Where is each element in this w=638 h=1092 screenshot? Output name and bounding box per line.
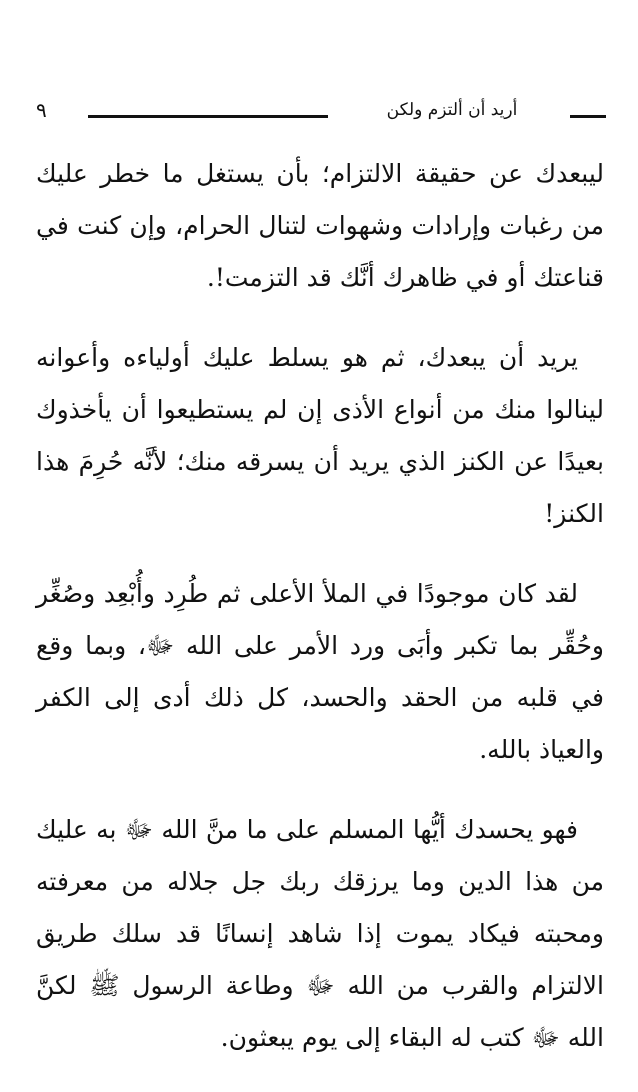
paragraph-3: لقد كان موجودًا في الملأ الأعلى ثم طُرِد وأُبْعِد وصُغِّر وحُقِّر بما تكبر وأبَى ورد الأمر على الله ﷻ، وبما وقع في قلبه من الحقد والحسد، كل ذلك أدى إلى الكفر والعياذ بالله. bbox=[36, 579, 604, 764]
paragraph-1: ليبعدك عن حقيقة الالتزام؛ بأن يستغل ما خطر عليك من رغبات وإرادات وشهوات لتنال الحرام، وإن كنت في قناعتك أو في ظاهرك أنَّك قد التزمت!. bbox=[36, 159, 604, 292]
page-number: ٩ bbox=[36, 98, 47, 122]
header-rule-left bbox=[88, 115, 328, 118]
page-header bbox=[30, 98, 608, 126]
running-title: أريد أن ألتزم ولكن bbox=[386, 100, 518, 120]
header-rule-right bbox=[570, 115, 606, 118]
paragraph-4: فهو يحسدك أيُّها المسلم على ما منَّ الله ﷻ به عليك من هذا الدين وما يرزقك ربك جل جلاله من معرفته ومحبته فيكاد يموت إذا شاهد إنسانًا قد سلك طريق الالتزام والقرب من الله ﷻ وطاعة الرسول ﷺ لكنَّ الله ﷻ كتب له البقاء إلى يوم يبعثون. bbox=[36, 815, 604, 1052]
paragraph-2: يريد أن يبعدك، ثم هو يسلط عليك أولياءه وأعوانه لينالوا منك من أنواع الأذى إن لم يستطيعوا أن يأخذوك بعيدًا عن الكنز الذي يريد أن يسرقه منك؛ لأنَّه حُرِمَ هذا الكنز! bbox=[36, 343, 604, 528]
body-text bbox=[36, 148, 604, 1092]
